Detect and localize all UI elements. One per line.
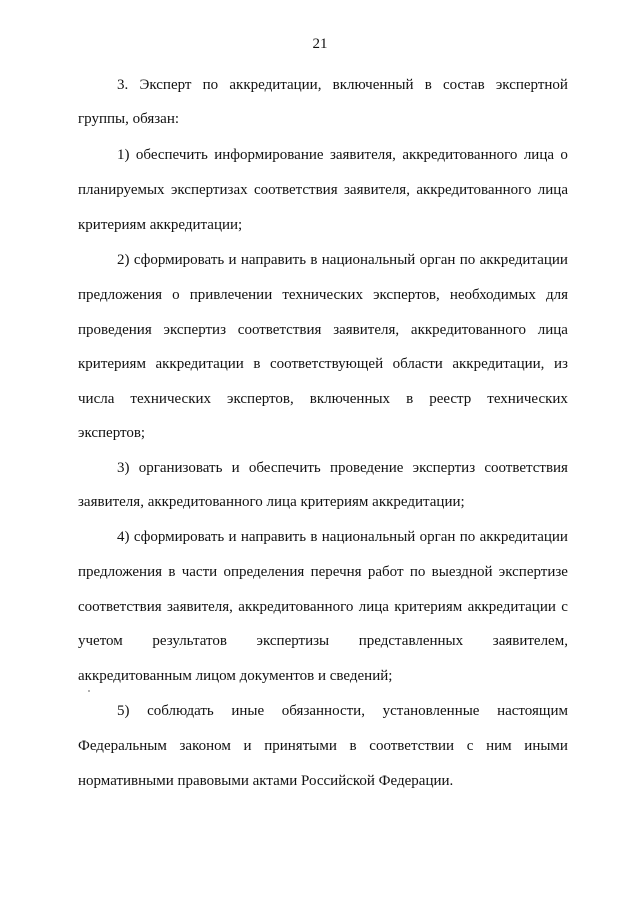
word: заявителя, xyxy=(166,599,233,615)
word: и xyxy=(231,460,240,476)
word: направить xyxy=(240,529,307,545)
word: заявителем, xyxy=(492,633,568,649)
word: соответствия xyxy=(484,460,568,476)
word: и xyxy=(228,529,237,545)
word: организовать xyxy=(138,460,223,476)
word: аккредитации xyxy=(479,252,568,268)
word: экспертной xyxy=(495,77,568,93)
word: проведения xyxy=(78,322,152,338)
word: 1) xyxy=(117,147,130,163)
page-number: 21 xyxy=(312,36,328,52)
word: лица xyxy=(358,599,389,615)
word: планируемых xyxy=(78,182,165,198)
word: проведение xyxy=(329,460,404,476)
word: экспертизы xyxy=(256,633,330,649)
word: области xyxy=(392,356,443,372)
word: в xyxy=(424,77,432,93)
word: в xyxy=(310,252,318,268)
word: 3. xyxy=(117,77,129,93)
paragraph-line xyxy=(78,355,568,373)
word: орган xyxy=(419,252,456,268)
word: соответствия xyxy=(253,182,338,198)
word: соответствия xyxy=(78,599,162,615)
word: национальный xyxy=(321,529,416,545)
word: из xyxy=(553,356,568,372)
word: состав xyxy=(442,77,485,93)
word: лица xyxy=(537,182,568,198)
paragraph-line: аккредитованным лицом документов и сведений; xyxy=(78,668,393,684)
word: по xyxy=(459,529,476,545)
word: национальный xyxy=(321,252,416,268)
word: сформировать xyxy=(133,529,225,545)
word: экспертов, xyxy=(227,391,294,407)
word: Эксперт xyxy=(139,77,192,93)
word: экспертизах xyxy=(170,182,248,198)
paragraph-line xyxy=(117,528,568,546)
word: соответствующей xyxy=(269,356,384,372)
word: в xyxy=(168,564,176,580)
paragraph-line xyxy=(78,598,568,616)
word: с xyxy=(466,738,474,754)
paragraph-line: экспертов; xyxy=(78,425,146,441)
word: перечня xyxy=(310,564,362,580)
word: аккредитации xyxy=(479,529,568,545)
word: определения xyxy=(223,564,305,580)
paragraph-line xyxy=(78,563,568,581)
word: аккредитации xyxy=(155,356,244,372)
word: 5) xyxy=(117,703,130,719)
word: в xyxy=(349,738,357,754)
word: заявителя, xyxy=(344,182,410,198)
word: предложения xyxy=(78,564,163,580)
word: иные xyxy=(231,703,265,719)
word: 4) xyxy=(117,529,130,545)
word: результатов xyxy=(152,633,227,649)
word: обеспечить xyxy=(248,460,321,476)
word: по xyxy=(409,564,426,580)
paragraph-line xyxy=(78,737,568,755)
word: с xyxy=(561,599,568,615)
word: критериям xyxy=(394,599,463,615)
paragraph-line xyxy=(78,286,568,304)
paragraph-line xyxy=(117,459,568,477)
word: 3) xyxy=(117,460,130,476)
paragraph-line xyxy=(117,146,568,164)
word: сформировать xyxy=(133,252,225,268)
word: в xyxy=(406,391,414,407)
word: установленные xyxy=(382,703,480,719)
word: части xyxy=(181,564,218,580)
paragraph-line xyxy=(78,321,568,339)
word: обеспечить xyxy=(135,147,208,163)
scan-speck xyxy=(88,690,90,692)
paragraph-line xyxy=(117,251,568,269)
word: работ xyxy=(367,564,404,580)
word: соответствия xyxy=(237,322,322,338)
word: соблюдать xyxy=(147,703,214,719)
word: заявителя, xyxy=(329,147,396,163)
word: аккредитации, xyxy=(452,356,545,372)
word: критериям xyxy=(78,356,146,372)
word: экспертизе xyxy=(498,564,568,580)
word: привлечении xyxy=(189,287,273,303)
word: в xyxy=(253,356,261,372)
word: технических xyxy=(282,287,363,303)
word: представленных xyxy=(358,633,464,649)
word: информирование xyxy=(214,147,324,163)
word: ним xyxy=(486,738,512,754)
word: включенных xyxy=(309,391,391,407)
word: орган xyxy=(419,529,456,545)
word: о xyxy=(172,287,180,303)
paragraph-line xyxy=(117,76,568,94)
word: обязанности, xyxy=(281,703,365,719)
word: лица xyxy=(523,147,555,163)
word: Федеральным xyxy=(78,738,167,754)
word: в xyxy=(310,529,318,545)
word: для xyxy=(545,287,568,303)
word: реестр xyxy=(429,391,472,407)
word: лица xyxy=(537,322,568,338)
word: экспертиз xyxy=(163,322,227,338)
word: учетом xyxy=(78,633,123,649)
word: включенный xyxy=(332,77,414,93)
word: и xyxy=(243,738,252,754)
word: иными xyxy=(524,738,568,754)
word: числа xyxy=(78,391,115,407)
word: направить xyxy=(240,252,307,268)
word: выездной xyxy=(431,564,493,580)
word: принятыми xyxy=(264,738,337,754)
word: аккредитованного xyxy=(238,599,354,615)
word: аккредитации xyxy=(467,599,556,615)
word: аккредитованного xyxy=(416,182,532,198)
word: экспертов, xyxy=(373,287,440,303)
word: по xyxy=(202,77,219,93)
paragraph-line xyxy=(117,702,568,720)
paragraph-line xyxy=(78,181,568,199)
paragraph-line xyxy=(78,632,568,650)
word: аккредитации, xyxy=(229,77,322,93)
word: технических xyxy=(130,391,212,407)
paragraph-line: критериям аккредитации; xyxy=(78,217,243,233)
word: предложения xyxy=(78,287,163,303)
word: технических xyxy=(487,391,568,407)
word: необходимых xyxy=(449,287,536,303)
word: аккредитованного xyxy=(402,147,518,163)
word: настоящим xyxy=(497,703,568,719)
paragraph-line: группы, обязан: xyxy=(78,111,180,127)
word: законом xyxy=(179,738,231,754)
paragraph-line: нормативными правовыми актами Российской Федерации. xyxy=(78,773,454,789)
paragraph-line: заявителя, аккредитованного лица критериям аккредитации; xyxy=(78,494,465,510)
word: соответствии xyxy=(369,738,455,754)
word: заявителя, xyxy=(333,322,400,338)
word: по xyxy=(459,252,476,268)
word: аккредитованного xyxy=(410,322,526,338)
paragraph-line xyxy=(78,390,568,408)
word: 2) xyxy=(117,252,130,268)
word: о xyxy=(560,147,568,163)
word: и xyxy=(228,252,237,268)
word: экспертиз xyxy=(412,460,476,476)
